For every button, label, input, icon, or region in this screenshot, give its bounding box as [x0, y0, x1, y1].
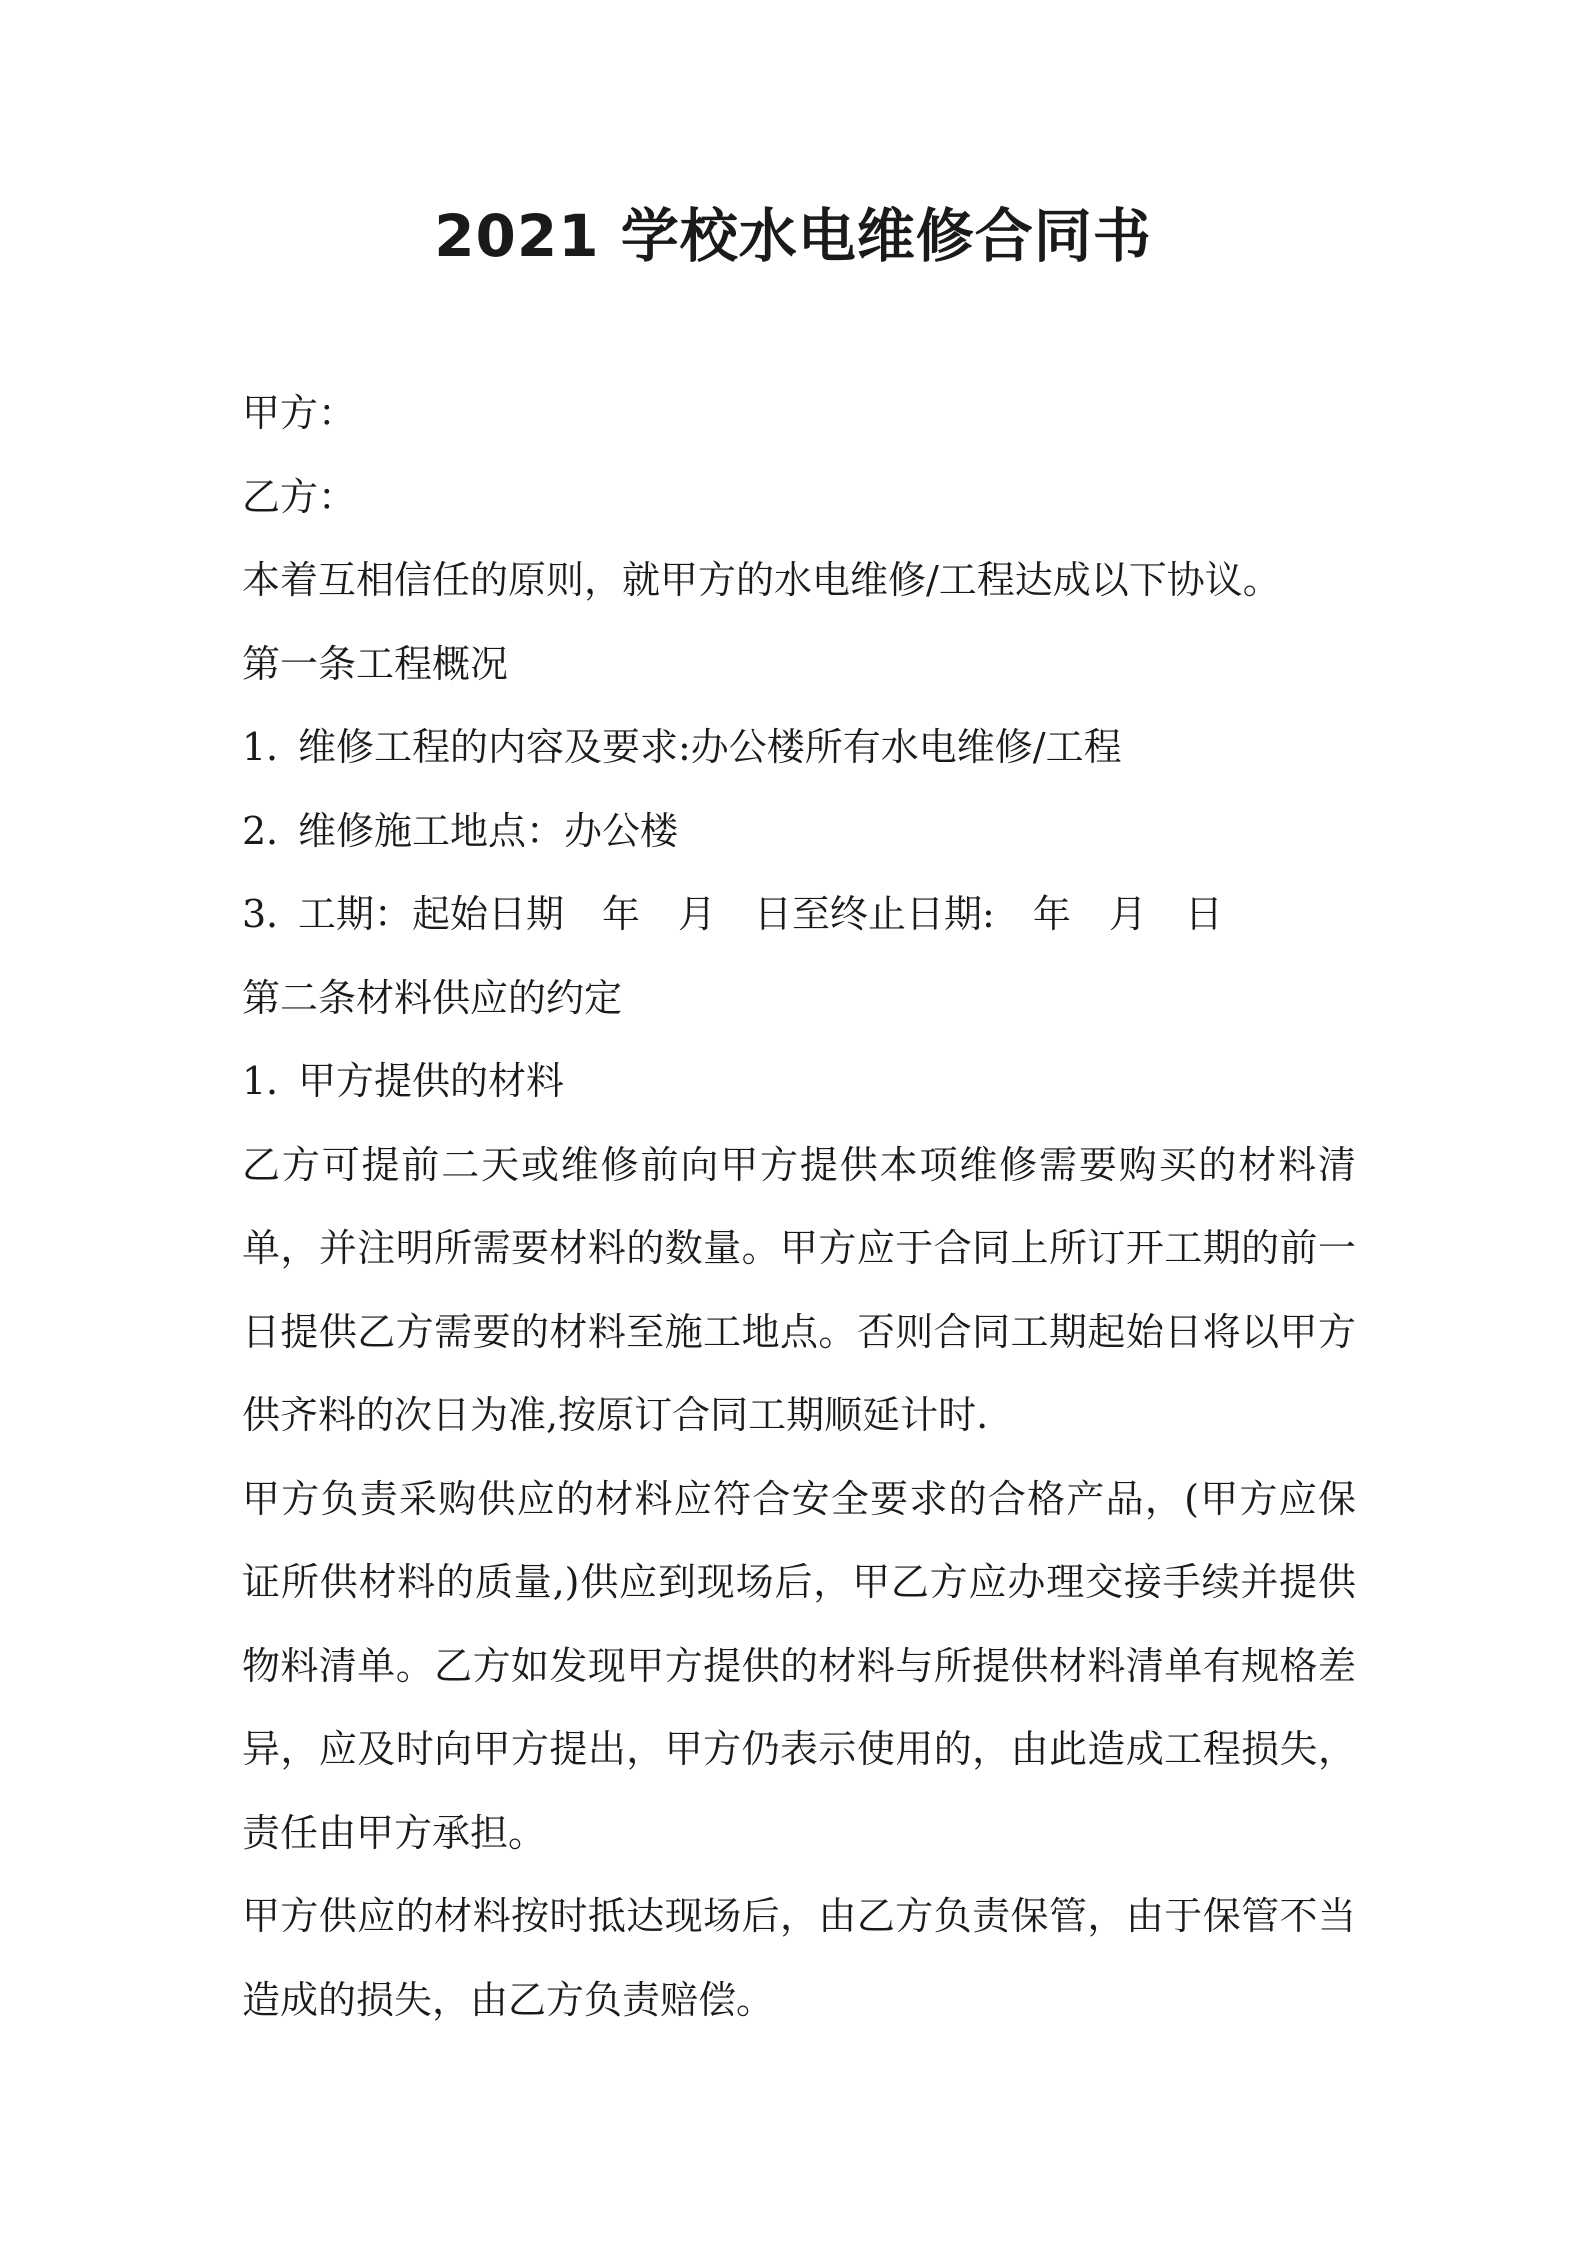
- article2-paragraph-1: 乙方可提前二天或维修前向甲方提供本项维修需要购买的材料清单，并注明所需要材料的数量。甲方应于合同上所订开工期的前一日提供乙方需要的材料至施工地点。否则合同工期起始日将以甲方供齐料的次日为准,按原订合同工期顺延计时.: [242, 1142, 1356, 1437]
- party-b-line: 乙方：: [242, 474, 357, 519]
- item-text: 维修工程的内容及要求:办公楼所有水电维修/工程: [298, 725, 1122, 769]
- end-month: 月: [1108, 892, 1147, 936]
- start-day-to-end: 日至终止日期:: [754, 892, 995, 936]
- article2-item-1: [242, 1040, 1356, 1124]
- article1-item-3-period: [242, 873, 1356, 957]
- item-number: 2．: [242, 808, 305, 853]
- preamble: 本着互相信任的原则，就甲方的水电维修/工程达成以下协议。: [242, 558, 1281, 602]
- end-year: 年: [1032, 892, 1071, 936]
- item-number: 1．: [242, 1059, 305, 1103]
- period-label: 工期：起始日期: [298, 892, 565, 936]
- article1-item-1: [242, 706, 1356, 790]
- article2-paragraph-3: 甲方供应的材料按时抵达现场后，由乙方负责保管，由于保管不当造成的损失，由乙方负责赔偿。: [242, 1894, 1356, 2022]
- article1-item-2: [242, 790, 1356, 874]
- article1-heading: 第一条工程概况: [242, 641, 509, 686]
- start-month: 月: [678, 892, 717, 936]
- party-a-line: 甲方：: [242, 391, 357, 435]
- end-day: 日: [1184, 892, 1223, 936]
- document-title: 2021 学校水电维修合同书: [434, 202, 1152, 270]
- item-number: 1．: [242, 725, 305, 769]
- start-year: 年: [602, 892, 641, 936]
- item-text: 维修施工地点：办公楼: [298, 808, 679, 853]
- item-number: 3．: [242, 892, 305, 936]
- article2-heading: 第二条材料供应的约定: [242, 975, 623, 1020]
- document-body: [242, 372, 1356, 2042]
- article2-paragraph-2: 甲方负责采购供应的材料应符合安全要求的合格产品，(甲方应保证所供材料的质量,)供应到现场后，甲乙方应办理交接手续并提供物料清单。乙方如发现甲方提供的材料与所提供材料清单有规格差异，应及时向甲方提出，甲方仍表示使用的，由此造成工程损失，责任由甲方承担。: [242, 1476, 1356, 1855]
- item-text: 甲方提供的材料: [298, 1059, 565, 1103]
